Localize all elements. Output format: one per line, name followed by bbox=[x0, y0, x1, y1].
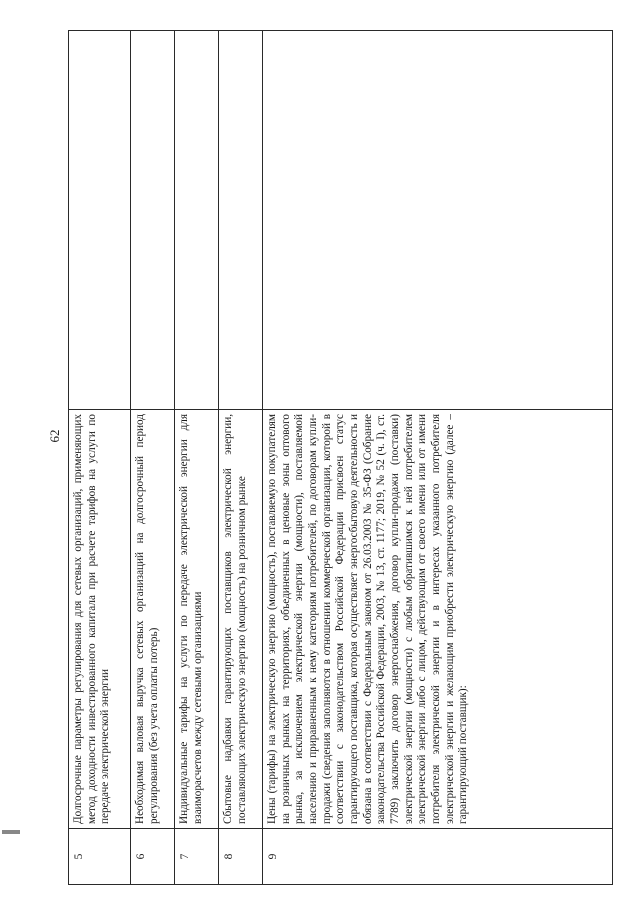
rotated-table-container bbox=[68, 30, 613, 885]
empty-cell bbox=[175, 31, 219, 410]
row-number: 5 bbox=[69, 829, 131, 885]
table-row bbox=[131, 31, 175, 885]
row-number: 8 bbox=[219, 829, 263, 885]
row-number: 6 bbox=[131, 829, 175, 885]
empty-cell bbox=[219, 31, 263, 410]
row-text: Долгосрочные параметры регулирования для сетевых организаций, применяющих метод доходности инвестированного капитала при расчете тарифов на услуги по передаче электрической энергии bbox=[69, 410, 131, 829]
table-row bbox=[219, 31, 263, 885]
row-text: Индивидуальные тарифы на услуги по передаче электрической энергии для взаиморасчетов между сетевыми организациями bbox=[175, 410, 219, 829]
empty-cell bbox=[69, 31, 131, 410]
document-table-area bbox=[68, 30, 613, 885]
table-row bbox=[175, 31, 219, 885]
row-number: 7 bbox=[175, 829, 219, 885]
row-text: Цены (тарифы) на электрическую энергию (мощность), поставляемую покупателям на розничных рынках на территориях, объединенных в ценовые зоны оптового рынка, за исключением электрической энергии (мощности), поставляемой населению и приравненным к нему категориям потребителей, по договорам купли-продажи (сведения заполняются в отношении коммерческой организации, которой в соответствии с законодательством Российской Федерации присвоен статус гарантирующего поставщика, которая осуществляет энергосбытовую деятельность и обязана в соответствии с Федеральным законом от 26.03.2003 № 35-ФЗ (Собрание законодательства Российской Федерации, 2003, № 13, ст. 1177; 2019, № 52 (ч. I), ст. 7789) заключить договор энергоснабжения, договор купли-продажи (поставки) электрической энергии (мощности) с любым обратившимся к ней потребителем электрической энергии либо с лицом, действующим от своего имени или от имени потребителя электрической энергии и в интересах указанного потребителя электрической энергии и желающим приобрести электрическую энергию (далее – гарантирующий поставщик): bbox=[263, 410, 613, 829]
table-row bbox=[263, 31, 613, 885]
page-number: 62 bbox=[47, 429, 62, 443]
row-text: Сбытовые надбавки гарантирующих поставщиков электрической энергии, поставляющих электрическую энергию (мощность) на розничном рынке bbox=[219, 410, 263, 829]
empty-cell bbox=[263, 31, 613, 410]
document-table bbox=[68, 30, 613, 885]
row-text: Необходимая валовая выручка сетевых организаций на долгосрочный период регулирования (без учета оплаты потерь) bbox=[131, 410, 175, 829]
scan-artifact-mark bbox=[2, 830, 20, 834]
empty-cell bbox=[131, 31, 175, 410]
table-row bbox=[69, 31, 131, 885]
row-number: 9 bbox=[263, 829, 613, 885]
